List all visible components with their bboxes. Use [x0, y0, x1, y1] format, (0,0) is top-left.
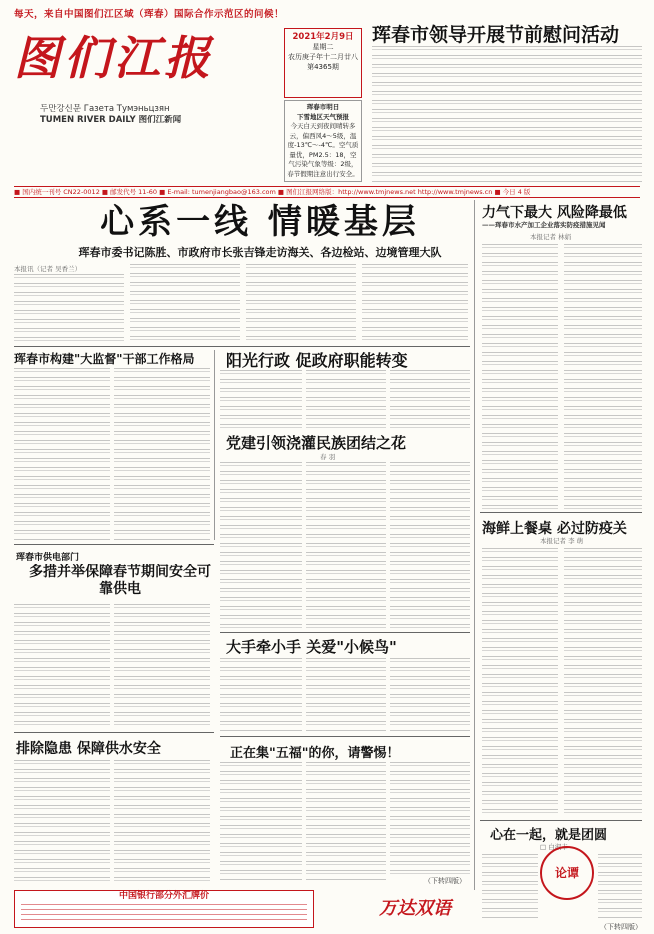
section-rule-2	[14, 544, 214, 545]
weather-hotline	[287, 181, 359, 182]
subheadline-strength-risk: ——珲春市水产加工企业落实防疫措施见闻	[482, 221, 606, 229]
section-rule-right-2	[480, 820, 642, 821]
body-power-col-2	[114, 604, 210, 728]
body-sunshine-col-2	[306, 370, 386, 428]
body-fuka-col-1	[220, 762, 302, 880]
date-box	[284, 28, 362, 98]
body-sunshine-col-3	[390, 370, 470, 428]
masthead-subtitles	[40, 104, 260, 126]
kicker-power: 珲春市供电部门	[16, 553, 80, 563]
weather-subtitle: 下雪地区天气预报	[297, 112, 349, 121]
weather-detail: 今天白天到夜间晴转多云，偏西风4～5级，温度-13℃～-4℃。空气质量优，PM2.5：18，空气污染气象等级：2级，春节假期注意出行安全。	[287, 122, 359, 178]
body-hazard-col-2	[114, 760, 210, 884]
lead-body-col-1	[14, 274, 124, 342]
issue-weekday: 星期二	[312, 43, 334, 51]
headline-together: 心在一起，就是团圆	[490, 828, 608, 843]
byline-together: □ 白淑丰	[540, 843, 568, 851]
ad-text: 万达双语	[379, 898, 451, 919]
body-together-col-1	[482, 854, 538, 920]
exchange-rate-box	[14, 890, 314, 928]
commentary-badge: 论谭	[540, 846, 594, 900]
headline-hazard: 排除隐患 保障供水安全	[16, 741, 161, 757]
body-party-col-1	[220, 462, 302, 628]
continued-fuka: （下转四版）	[424, 877, 466, 885]
body-supervision-col-1	[14, 368, 110, 540]
body-hands-col-2	[306, 658, 386, 732]
body-strength-risk-col-2	[564, 244, 642, 510]
body-seafood-col-2	[564, 548, 642, 816]
lead-body-col-3	[246, 264, 356, 342]
body-hands-col-1	[220, 658, 302, 732]
weather-title: 珲春市明日	[306, 103, 340, 111]
masthead	[14, 26, 264, 102]
section-rule-1	[14, 346, 470, 347]
lead-body-col-4	[362, 264, 468, 342]
headline-supervision: 珲春市构建"大监督"干部工作格局	[14, 352, 195, 366]
body-sunshine-col-1	[220, 370, 302, 428]
headline-fuka: 正在集"五福"的你，请警惕！	[230, 746, 400, 761]
body-hazard-col-1	[14, 760, 110, 884]
weather-box	[284, 100, 362, 182]
byline-strength-risk: 本报记者 林娟	[530, 233, 572, 241]
issue-date: 2021年2月9日	[292, 32, 354, 42]
body-strength-risk-col-1	[482, 244, 558, 510]
lead-body-col-2	[130, 264, 240, 342]
article-body-leaders-visit	[372, 46, 642, 182]
bottom-ad	[345, 890, 485, 928]
masthead-line-2: TUMEN RIVER DAILY 图们江新闻	[40, 115, 182, 125]
headline-sunshine: 阳光行政 促政府职能转变	[226, 351, 408, 370]
headline-seafood: 海鲜上餐桌 必过防疫关	[482, 521, 627, 537]
column-divider	[474, 200, 475, 890]
headline-hands: 大手牵小手 关爱"小候鸟"	[226, 638, 397, 656]
section-rule-right	[480, 512, 642, 513]
body-hands-col-3	[390, 658, 470, 732]
body-party-col-2	[306, 462, 386, 628]
exchange-table	[21, 904, 307, 924]
byline-party: 春 羽	[320, 453, 336, 461]
body-seafood-col-1	[482, 548, 558, 816]
masthead-title: 图们江报	[14, 31, 214, 85]
issue-lunar: 农历庚子年十二月廿八	[288, 53, 358, 61]
body-power-col-1	[14, 604, 110, 728]
body-supervision-col-2	[114, 368, 210, 540]
publication-info-line: ■ 国内统一刊号 CN22-0012 ■ 邮发代号 11-60 ■ E-mail: tumenjiangbao@163.com ■ 图们江报网络版：http://www.tmjnews.net http://www.tmjnews.cn ■ 今日 4 版	[14, 186, 640, 198]
body-together-col-2	[598, 854, 642, 920]
lead-byline: 本报讯（记者 吴香兰）	[14, 265, 82, 273]
issue-number: 第4365期	[307, 63, 339, 71]
exchange-title: 中国银行部分外汇牌价	[118, 891, 209, 901]
continued-together: （下转四版）	[600, 923, 642, 931]
body-fuka-col-2	[306, 762, 386, 880]
headline-power: 多措并举保障春节期间安全可靠供电	[29, 564, 211, 597]
section-rule-5	[220, 736, 470, 737]
top-slogan: 每天，来自中国图们江区域（珲春）国际合作示范区的问候！	[14, 9, 285, 20]
lead-headline: 心系一线 情暖基层	[100, 202, 420, 242]
body-fuka-col-3	[390, 762, 470, 874]
masthead-line-1: 두만강신문 Газета Тумэньцзян	[40, 104, 170, 114]
section-rule-4	[14, 732, 214, 733]
headline-strength-risk: 力气下最大 风险降最低	[482, 205, 627, 221]
headline-leaders-visit: 珲春市领导开展节前慰问活动	[372, 24, 620, 46]
column-divider-2	[214, 350, 215, 540]
lead-subheadline: 珲春市委书记陈胜、市政府市长张吉锋走访海关、各边检站、边境管理大队	[78, 246, 442, 259]
byline-seafood: 本报记者 李 萌	[540, 537, 584, 545]
headline-party: 党建引领浇灌民族团结之花	[226, 434, 407, 452]
body-party-col-3	[390, 462, 470, 628]
section-rule-3	[220, 632, 470, 633]
